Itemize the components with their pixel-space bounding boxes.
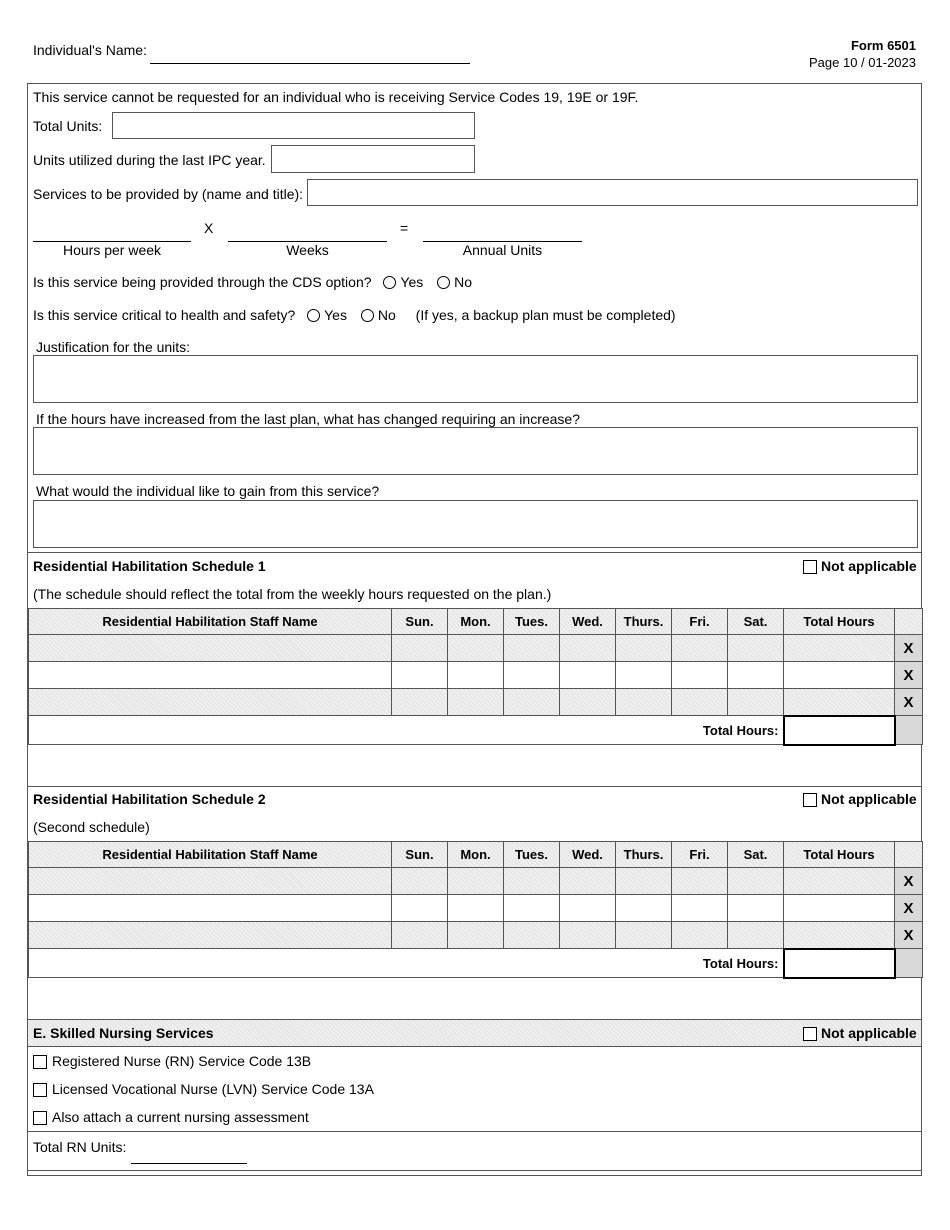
delete-row-button[interactable]: X: [895, 895, 923, 922]
total-row-spacer: [895, 949, 923, 978]
staff-name-cell[interactable]: [29, 635, 392, 662]
total-rn-divider: [28, 1131, 921, 1132]
schedule1-table: [28, 608, 923, 746]
table-row: [29, 922, 923, 949]
units-utilized-label: Units utilized during the last IPC year.: [33, 152, 266, 168]
table-row: [29, 635, 923, 662]
total-rn-label: Total RN Units:: [33, 1139, 127, 1155]
backup-note: (If yes, a backup plan must be completed): [415, 307, 676, 323]
increase-label: If the hours have increased from the last plan, what has changed requiring an increase?: [36, 411, 580, 427]
sat-cell[interactable]: [728, 868, 784, 895]
wed-cell[interactable]: [560, 689, 616, 716]
delete-row-button[interactable]: X: [895, 662, 923, 689]
col-fri: Fri.: [672, 842, 728, 868]
table-header-row: [29, 609, 923, 635]
wed-cell[interactable]: [560, 868, 616, 895]
col-total-hours: Total Hours: [784, 609, 895, 635]
increase-input[interactable]: [33, 427, 918, 475]
fri-cell[interactable]: [672, 635, 728, 662]
fri-cell[interactable]: [672, 662, 728, 689]
total-row-spacer: [895, 716, 923, 745]
sat-cell[interactable]: [728, 689, 784, 716]
sun-cell[interactable]: [392, 868, 448, 895]
col-sat: Sat.: [728, 609, 784, 635]
provided-by-input[interactable]: [307, 179, 918, 206]
cds-question-row: [33, 274, 472, 290]
total-hours-value: [784, 716, 895, 745]
table-header-row: [29, 842, 923, 868]
total-units-label: Total Units:: [33, 118, 103, 134]
tues-cell[interactable]: [504, 689, 560, 716]
total-hours-cell: [784, 662, 895, 689]
col-wed: Wed.: [560, 609, 616, 635]
service-notice: This service cannot be requested for an individual who is receiving Service Codes 19, 19E or 19F.: [33, 89, 639, 105]
schedule1-title: Residential Habilitation Schedule 1: [33, 558, 266, 574]
bottom-divider: [28, 1170, 921, 1171]
provided-by-label: Services to be provided by (name and title):: [33, 186, 304, 202]
col-sun: Sun.: [392, 842, 448, 868]
critical-no-option[interactable]: No: [361, 307, 396, 323]
assessment-checkbox[interactable]: [33, 1111, 47, 1125]
individual-name-label: Individual's Name:: [33, 42, 147, 58]
mon-cell[interactable]: [448, 868, 504, 895]
total-hours-label: Total Hours:: [29, 716, 784, 745]
sun-cell[interactable]: [392, 922, 448, 949]
sun-cell[interactable]: [392, 689, 448, 716]
critical-question-row: [33, 307, 676, 323]
annual-units-label: Annual Units: [462, 242, 543, 258]
sat-cell[interactable]: [728, 635, 784, 662]
staff-name-cell[interactable]: [29, 868, 392, 895]
col-fri: Fri.: [672, 609, 728, 635]
table-row: [29, 662, 923, 689]
table-total-row: [29, 949, 923, 978]
col-delete: [895, 842, 923, 868]
table-row: [29, 689, 923, 716]
individual-name-field[interactable]: [150, 63, 470, 64]
mon-cell[interactable]: [448, 895, 504, 922]
justification-input[interactable]: [33, 355, 918, 403]
page-info: Page 10 / 01-2023: [809, 55, 916, 70]
delete-row-button[interactable]: X: [895, 689, 923, 716]
staff-name-cell[interactable]: [29, 689, 392, 716]
col-thurs: Thurs.: [616, 842, 672, 868]
fri-cell[interactable]: [672, 689, 728, 716]
sun-cell[interactable]: [392, 895, 448, 922]
staff-name-cell[interactable]: [29, 895, 392, 922]
radio-icon: [437, 276, 450, 289]
justification-label: Justification for the units:: [36, 339, 191, 355]
gain-input[interactable]: [33, 500, 918, 548]
times-symbol: X: [204, 220, 214, 236]
sat-cell[interactable]: [728, 922, 784, 949]
total-hours-value: [784, 949, 895, 978]
schedule2-na-checkbox[interactable]: [803, 793, 817, 807]
cds-yes-option[interactable]: Yes: [383, 274, 423, 290]
lvn-label: Licensed Vocational Nurse (LVN) Service Code 13A: [52, 1081, 374, 1097]
delete-row-button[interactable]: X: [895, 635, 923, 662]
critical-yes-option[interactable]: Yes: [307, 307, 347, 323]
col-total-hours: Total Hours: [784, 842, 895, 868]
units-utilized-input[interactable]: [271, 145, 475, 173]
thurs-cell[interactable]: [616, 922, 672, 949]
col-sun: Sun.: [392, 609, 448, 635]
form-number: Form 6501: [850, 38, 916, 53]
sat-cell[interactable]: [728, 662, 784, 689]
mon-cell[interactable]: [448, 922, 504, 949]
sun-cell[interactable]: [392, 635, 448, 662]
tues-cell[interactable]: [504, 635, 560, 662]
rn-label: Registered Nurse (RN) Service Code 13B: [52, 1053, 312, 1069]
hours-per-week-label: Hours per week: [62, 242, 162, 258]
thurs-cell[interactable]: [616, 868, 672, 895]
thurs-cell[interactable]: [616, 689, 672, 716]
cds-no-option[interactable]: No: [437, 274, 472, 290]
mon-cell[interactable]: [448, 662, 504, 689]
mon-cell[interactable]: [448, 635, 504, 662]
schedule2-note: (Second schedule): [33, 819, 150, 835]
nursing-na-label: Not applicable: [821, 1025, 917, 1041]
tues-cell[interactable]: [504, 922, 560, 949]
rn-checkbox[interactable]: [33, 1055, 47, 1069]
sat-cell[interactable]: [728, 895, 784, 922]
delete-row-button[interactable]: X: [895, 868, 923, 895]
table-total-row: [29, 716, 923, 745]
radio-icon: [383, 276, 396, 289]
fri-cell[interactable]: [672, 868, 728, 895]
col-sat: Sat.: [728, 842, 784, 868]
col-staff-name: Residential Habilitation Staff Name: [29, 609, 392, 635]
total-units-input[interactable]: [112, 112, 475, 139]
thurs-cell[interactable]: [616, 662, 672, 689]
wed-cell[interactable]: [560, 662, 616, 689]
wed-cell[interactable]: [560, 922, 616, 949]
schedule1-na-label: Not applicable: [821, 558, 917, 574]
schedule2-table: [28, 841, 923, 979]
fri-cell[interactable]: [672, 922, 728, 949]
equals-symbol: =: [400, 220, 409, 236]
schedule2-na-label: Not applicable: [821, 791, 917, 807]
col-tues: Tues.: [504, 609, 560, 635]
nursing-na-checkbox[interactable]: [803, 1027, 817, 1041]
tues-cell[interactable]: [504, 868, 560, 895]
col-thurs: Thurs.: [616, 609, 672, 635]
tues-cell[interactable]: [504, 662, 560, 689]
col-delete: [895, 609, 923, 635]
col-mon: Mon.: [448, 842, 504, 868]
tues-cell[interactable]: [504, 895, 560, 922]
table-row: [29, 895, 923, 922]
total-rn-field[interactable]: [131, 1163, 247, 1164]
sun-cell[interactable]: [392, 662, 448, 689]
wed-cell[interactable]: [560, 895, 616, 922]
schedule1-note: (The schedule should reflect the total from the weekly hours requested on the plan.): [33, 586, 552, 602]
assessment-label: Also attach a current nursing assessment: [52, 1109, 309, 1125]
col-mon: Mon.: [448, 609, 504, 635]
col-wed: Wed.: [560, 842, 616, 868]
col-tues: Tues.: [504, 842, 560, 868]
schedule2-divider: [28, 786, 921, 787]
thurs-cell[interactable]: [616, 635, 672, 662]
total-hours-cell: [784, 895, 895, 922]
total-hours-cell: [784, 635, 895, 662]
schedule1-divider: [28, 552, 921, 553]
fri-cell[interactable]: [672, 895, 728, 922]
staff-name-cell[interactable]: [29, 662, 392, 689]
mon-cell[interactable]: [448, 689, 504, 716]
col-staff-name: Residential Habilitation Staff Name: [29, 842, 392, 868]
thurs-cell[interactable]: [616, 895, 672, 922]
total-hours-cell: [784, 868, 895, 895]
radio-icon: [361, 309, 374, 322]
weeks-label: Weeks: [286, 242, 329, 258]
nursing-title: E. Skilled Nursing Services: [33, 1025, 214, 1041]
total-hours-cell: [784, 689, 895, 716]
total-hours-label: Total Hours:: [29, 949, 784, 978]
lvn-checkbox[interactable]: [33, 1083, 47, 1097]
wed-cell[interactable]: [560, 635, 616, 662]
critical-question: Is this service critical to health and safety?: [33, 307, 296, 323]
delete-row-button[interactable]: X: [895, 922, 923, 949]
cds-question: Is this service being provided through the CDS option?: [33, 274, 372, 290]
schedule1-na-checkbox[interactable]: [803, 560, 817, 574]
gain-label: What would the individual like to gain from this service?: [36, 483, 380, 499]
radio-icon: [307, 309, 320, 322]
table-row: [29, 868, 923, 895]
schedule2-title: Residential Habilitation Schedule 2: [33, 791, 266, 807]
total-hours-cell: [784, 922, 895, 949]
staff-name-cell[interactable]: [29, 922, 392, 949]
